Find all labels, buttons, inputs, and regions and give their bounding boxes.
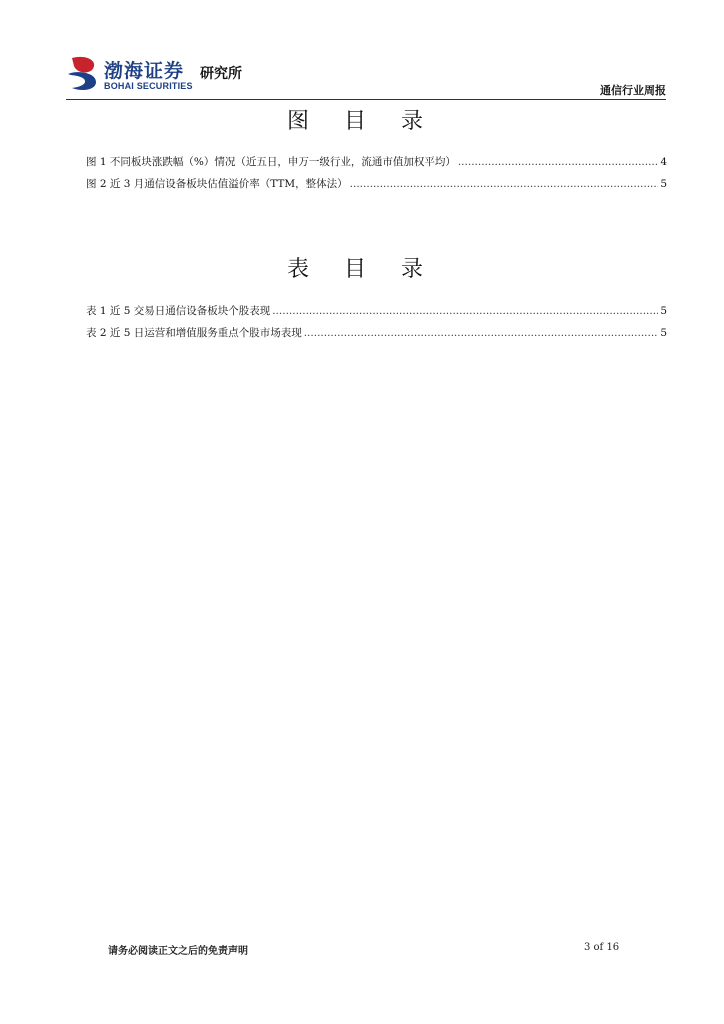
footer-disclaimer: 请务必阅读正文之后的免责声明: [108, 946, 248, 957]
toc-leader-dots: [350, 178, 659, 190]
logo-english-name: BOHAI SECURITIES: [104, 81, 193, 91]
page-header: [0, 0, 724, 110]
figures-toc-list: [86, 154, 667, 198]
toc-leader-dots: [304, 327, 659, 339]
bohai-logo-icon: [66, 54, 100, 92]
header-rule: [66, 99, 666, 100]
toc-entry-label: 图 2 近 3 月通信设备板块估值溢价率（TTM，整体法）: [86, 178, 348, 190]
toc-entry-page: 5: [660, 327, 667, 339]
toc-entry-table-2[interactable]: [86, 325, 667, 347]
toc-entry-figure-2[interactable]: [86, 176, 667, 198]
figures-toc-title: 图 目 录: [287, 109, 437, 134]
toc-leader-dots: [458, 156, 658, 168]
toc-leader-dots: [272, 305, 658, 317]
toc-entry-page: 5: [660, 178, 667, 190]
tables-toc-title: 表 目 录: [287, 257, 437, 282]
toc-entry-label: 表 1 近 5 交易日通信设备板块个股表现: [86, 305, 271, 317]
toc-entry-figure-1[interactable]: [86, 154, 667, 176]
tables-toc-list: [86, 303, 667, 347]
logo-chinese-name: 渤海证券: [104, 60, 185, 82]
footer-page-number: 3 of 16: [584, 942, 620, 953]
toc-entry-page: 4: [660, 156, 667, 168]
toc-entry-label: 图 1 不同板块涨跌幅（%）情况（近五日，申万一级行业，流通市值加权平均）: [86, 156, 456, 168]
toc-entry-label: 表 2 近 5 日运营和增值服务重点个股市场表现: [86, 327, 302, 339]
toc-entry-page: 5: [660, 305, 667, 317]
report-type: 通信行业周报: [600, 84, 666, 97]
institute-name: 研究所: [200, 66, 242, 82]
toc-entry-table-1[interactable]: [86, 303, 667, 325]
